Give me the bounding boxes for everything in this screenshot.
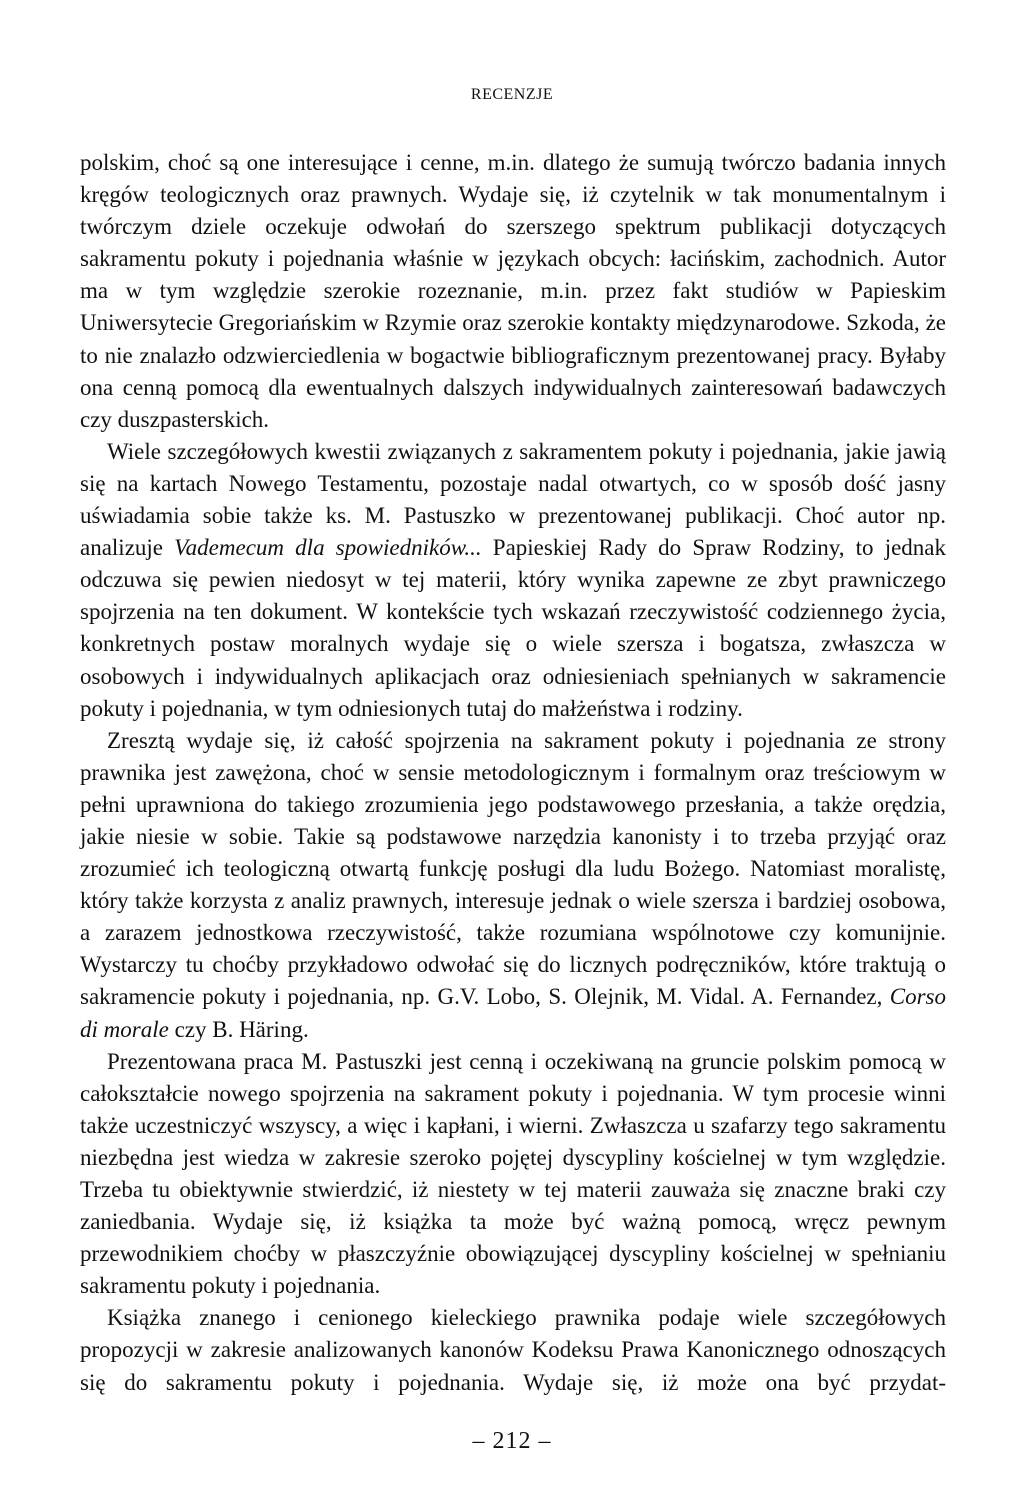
book-title-vademecum: Vademecum dla spowiedników...	[174, 535, 482, 561]
paragraph-2	[80, 436, 946, 725]
running-header: RECENZJE	[470, 86, 554, 103]
paragraph-1: polskim, choć są one interesujące i cenne, m.in. dlatego że sumują twórczo badania innych kręgów teologicznych oraz prawnych. Wydaje się, iż czytelnik w tak monumentalnym i twórczym dziele oczekuje odwołań do szerszego spektrum publikacji dotyczących sakramentu pokuty i pojednania właśnie w językach obcych: łacińskim, zachodnich. Autor ma w tym względzie szerokie rozeznanie, m.in. przez fakt studiów w Papieskim Uniwersytecie Gregoriańskim w Rzymie oraz szerokie kontakty międzynarodowe. Szkoda, że to nie znalazło odzwierciedlenia w bogactwie bibliograficznym prezentowanej pracy. Byłaby ona cenną pomocą dla ewentualnych dalszych indywidualnych zainteresowań badawczych czy duszpasterskich.	[80, 150, 946, 432]
page-number: – 212 –	[472, 1428, 552, 1454]
book-title-corso: Corso di morale	[80, 984, 946, 1042]
body-text	[80, 147, 946, 1399]
paragraph-3-text-a: Zresztą wydaje się, iż całość spojrzenia na sakrament pokuty i pojednania ze strony prawnika jest zawężona, choć w sensie metodologicznym i formalnym oraz treściowym w pełni uprawniona do takiego zrozumienia jego podstawowego przesłania, a także orędzia, jakie niesie w sobie. Takie są podstawowe narzędzia kanonisty i to trzeba przyjąć oraz zrozumieć ich teologiczną otwartą funkcję posługi dla ludu Bożego. Natomiast moralistę, który także korzysta z analiz prawnych, interesuje jednak o wiele szersza i bardziej osobowa, a zarazem jednostkowa rzeczywistość, także rozumiana wspólnotowe czy komunijnie. Wystarczy tu choćby przykładowo odwołać się do licznych podręczników, które traktują o sakramencie pokuty i pojednania, np. G.V. Lobo, S. Olejnik, M. Vidal. A. Fernandez,	[80, 727, 946, 1010]
paragraph-3-text-b: czy B. Häring.	[168, 1016, 309, 1042]
paragraph-4: Prezentowana praca M. Pastuszki jest cenną i oczekiwaną na gruncie polskim pomocą w całokształcie nowego spojrzenia na sakrament pokuty i pojednania. W tym procesie winni także uczestniczyć wszyscy, a więc i kapłani, i wierni. Zwłaszcza u szafarzy tego sakramentu niezbędna jest wiedza w zakresie szeroko pojętej dyscypliny kościelnej w tym względzie. Trzeba tu obiektywnie stwierdzić, iż niestety w tej materii zauważa się znaczne braki czy zaniedbania. Wydaje się, iż książka ta może być ważną pomocą, wręcz pewnym przewodnikiem choćby w płaszczyźnie obowiązującej dyscypliny kościelnej w spełnianiu sakramentu pokuty i pojednania.	[80, 1048, 946, 1299]
paragraph-3	[80, 725, 946, 1046]
paragraph-2-text-a: Wiele szczegółowych kwestii związanych z sakramentem pokuty i pojednania, jakie jawią się na kartach Nowego Testamentu, pozostaje nadal otwartych, co w sposób dość jasny uświadamia sobie także ks. M. Pastuszko w prezentowanej publikacji. Choć autor np. analizuje	[80, 438, 946, 561]
paragraph-5: Książka znanego i cenionego kieleckiego prawnika podaje wiele szczegółowych propozycji w zakresie analizowanych kanonów Kodeksu Prawa Kanonicznego odnoszących się do sakramentu pokuty i pojednania. Wydaje się, iż może ona być przydat-	[80, 1305, 946, 1395]
paragraph-2-text-b: Papieskiej Rady do Spraw Rodziny, to jednak odczuwa się pewien niedosyt w tej materii, który wynika zapewne ze zbyt prawniczego spojrzenia na ten dokument. W kontekście tych wskazań rzeczywistość codziennego życia, konkretnych postaw moralnych wydaje się o wiele szersza i bogatsza, zwłaszcza w osobowych i indywidualnych aplikacjach oraz odniesieniach spełnianych w sakramencie pokuty i pojednania, w tym odniesionych tutaj do małżeństwa i rodziny.	[80, 535, 946, 721]
